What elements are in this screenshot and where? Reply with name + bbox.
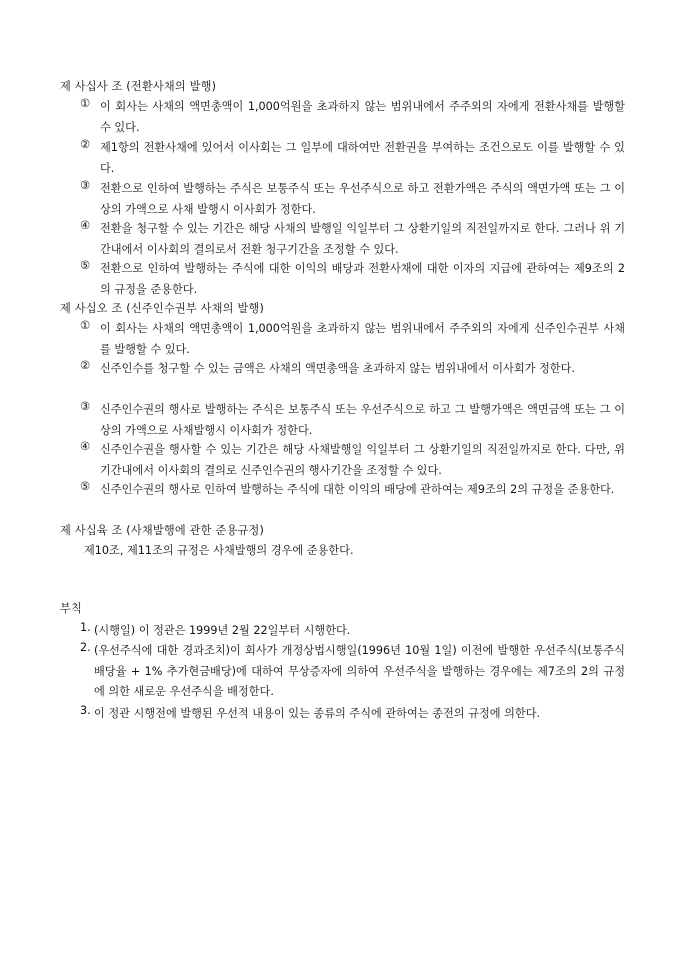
appendix-heading: 부칙 [60,602,83,615]
item-text: 전환으로 인하여 발행하는 주식은 보통주식 또는 우선주식으로 하고 전환가액은 주식의 액면가액 또는 그 이상의 가액으로 사채 발행시 이사회가 정한다. [100,182,625,216]
item-text: 이 회사는 사채의 액면총액이 1,000억원을 초과하지 않는 범위내에서 주주외의 자에게 전환사채를 발행할 수 있다. [100,100,625,134]
item-number: ② [80,138,91,151]
appendix-item-3 [80,704,625,725]
item-text: 신주인수를 청구할 수 있는 금액은 사채의 액면총액을 초과하지 않는 범위내에서 이사회가 정한다. [100,362,575,375]
article-45-heading: 제 사십오 조 (신주인수권부 사채의 발행) [60,302,265,315]
article-45-item-1 [80,319,625,360]
item-text: 전환으로 인하여 발행하는 주식에 대한 이익의 배당과 전환사채에 대한 이자의 지급에 관하여는 제9조의 2의 규정을 준용한다. [100,262,625,296]
item-number: ① [80,319,91,332]
item-number: ④ [80,219,91,232]
item-number: ⑤ [80,259,91,272]
article-44-heading: 제 사십사 조 (전환사채의 발행) [60,80,217,93]
item-text: (시행일) 이 정관은 1999년 2월 22일부터 시행한다. [94,624,351,637]
article-46-heading: 제 사십육 조 (사채발행에 관한 준용규정) [60,524,265,537]
article-44-item-2 [80,138,625,179]
item-text: 신주인수권을 행사할 수 있는 기간은 해당 사채발행일 익일부터 그 상환기일의 직전일까지로 한다. 다만, 위 기간내에서 이사회의 결의로 신주인수권의 행사기간을 조정할 수 있다. [100,443,625,477]
item-text: (우선주식에 대한 경과조치)이 회사가 개정상법시행일(1996년 10월 1일) 이전에 발행한 우선주식(보통주식배당율 + 1% 추가현금배당)에 대하여 무상증자에 의하여 우선주식을 발행하는 경우에는 제7조의 2의 규정에 의한 새로운 우선주식을 배정한다. [94,644,625,698]
item-text: 제1항의 전환사채에 있어서 이사회는 그 일부에 대하여만 전환권을 부여하는 조건으로도 이를 발행할 수 있다. [100,141,625,175]
article-44-item-1 [80,97,625,138]
item-number: ⑤ [80,480,91,493]
article-45-item-5 [80,480,625,501]
item-number: 1. [80,621,91,634]
appendix-item-2 [80,641,625,703]
item-text: 전환을 청구할 수 있는 기간은 해당 사채의 발행일 익일부터 그 상환기일의 직전일까지로 한다. 그러나 위 기간내에서 이사회의 결의로서 전환 청구기간을 조정할 수 있다. [100,222,625,256]
item-text: 이 정관 시행전에 발행된 우선적 내용이 있는 종류의 주식에 관하여는 종전의 규정에 의한다. [94,707,541,720]
appendix-item-1 [80,621,625,642]
item-number: 2. [80,641,91,654]
article-45-item-3 [80,400,625,441]
article-44-item-4 [80,219,625,260]
item-number: ④ [80,440,91,453]
item-text: 신주인수권의 행사로 인하여 발행하는 주식에 대한 이익의 배당에 관하여는 제9조의 2의 규정을 준용한다. [100,483,615,496]
item-number: 3. [80,704,91,717]
item-number: ② [80,359,91,372]
article-45-item-4 [80,440,625,481]
item-number: ③ [80,179,91,192]
article-45-item-2 [80,359,625,380]
item-number: ③ [80,400,91,413]
article-44-item-3 [80,179,625,220]
item-text: 신주인수권의 행사로 발행하는 주식은 보통주식 또는 우선주식으로 하고 그 발행가액은 액면금액 또는 그 이상의 가액으로 사채발행시 이사회가 정한다. [100,403,625,437]
item-number: ① [80,97,91,110]
item-text: 이 회사는 사채의 액면총액이 1,000억원을 초과하지 않는 범위내에서 주주외의 자에게 신주인수권부 사채를 발행할 수 있다. [100,322,625,356]
article-46-text: 제10조, 제11조의 규정은 사채발행의 경우에 준용한다. [84,544,354,557]
article-44-item-5 [80,259,625,300]
